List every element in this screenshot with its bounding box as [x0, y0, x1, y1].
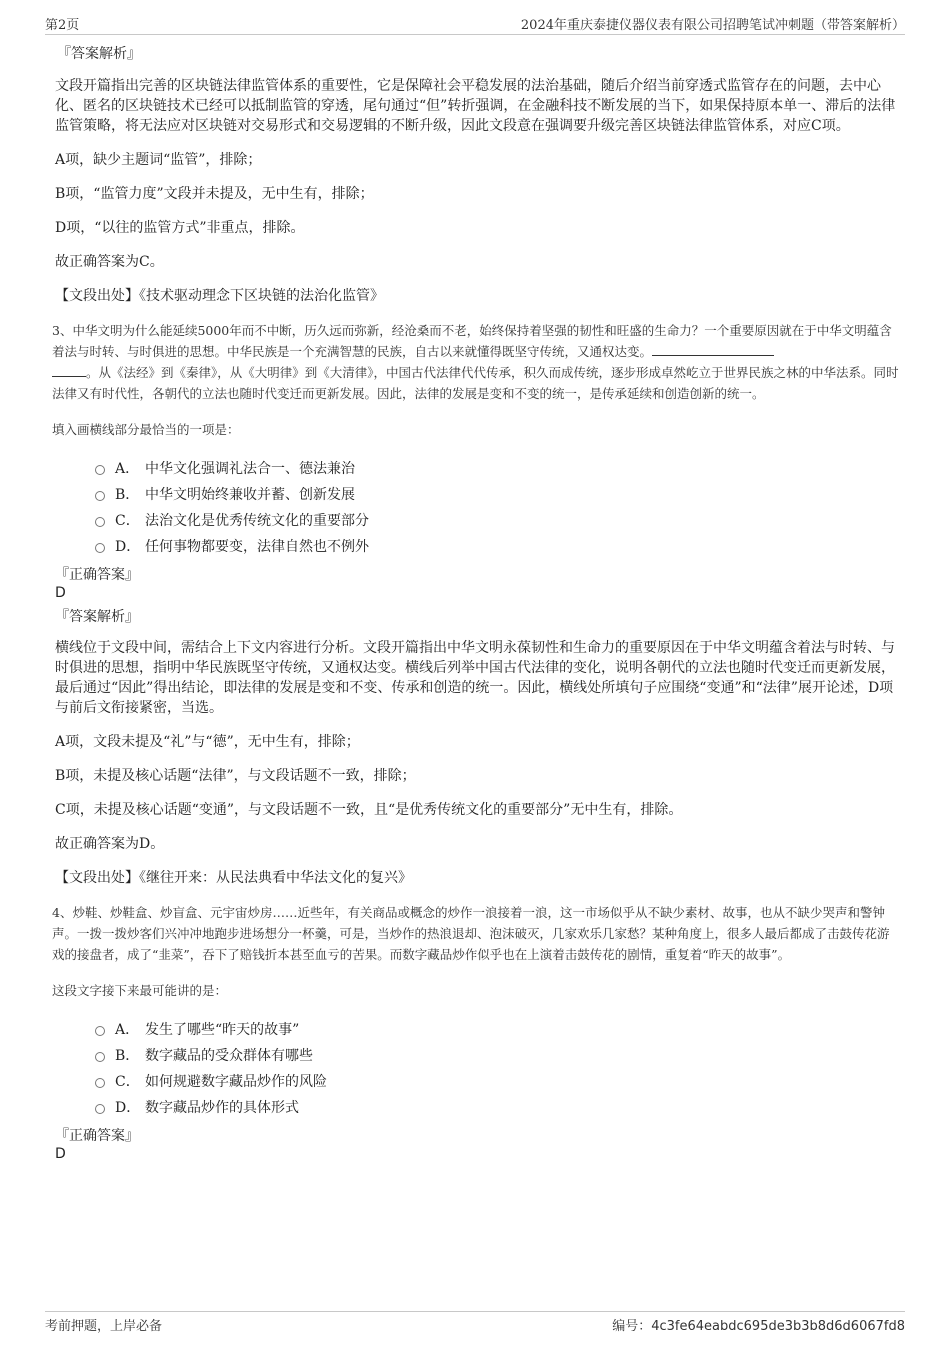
q2-option-d-analysis: D项，“以往的监管方式”非重点，排除。: [55, 220, 305, 236]
q3-text-part1: 3、中华文明为什么能延续5000年而不中断，历久远而弥新，经沧桑而不老，始终保持着坚强的韧性和旺盛的生命力？一个重要原因就在于中华文明蕴含着法与时转、与时俱进的思想。中华民族是一个充满智慧的民族，自古以来就懂得既坚守传统，又通权达变。: [52, 323, 892, 359]
radio-icon[interactable]: [95, 1104, 105, 1114]
q4-prompt: 这段文字接下来最可能讲的是：: [52, 983, 228, 998]
radio-icon[interactable]: [95, 465, 105, 475]
q3-text-part2: 。从《法经》到《秦律》，从《大明律》到《大清律》，中国古代法律代代传承，积久而成传统，逐步形成卓然屹立于世界民族之林的中华法系。同时法律又有时代性，各朝代的立法也随时代变迁而更新发展。因此，法律的发展是变和不变的统一，是传承延续和创造创新的统一。: [52, 365, 899, 401]
radio-icon[interactable]: [95, 517, 105, 527]
radio-icon[interactable]: [95, 1026, 105, 1036]
q3-analysis-text: 横线位于文段中间，需结合上下文内容进行分析。文段开篇指出中华文明永葆韧性和生命力的重要原因在于中华文明蕴含着法与时转、与时俱进的思想，指明中华民族既坚守传统，又通权达变。横线后列举中国古代法律的变化，说明各朝代的立法也随时代变迁而更新发展，最后通过“因此”得出结论，即法律的发展是变和不变、传承和创造的统一。因此，横线处所填句子应围绕“变通”和“法律”展开论述，D项与前后文衔接紧密，当选。: [55, 640, 895, 716]
q4-answer-label: 『正确答案』: [55, 1128, 139, 1144]
q4-option-a[interactable]: A． 发生了哪些“昨天的故事”: [95, 1017, 900, 1043]
q4-question-text: 4、炒鞋、炒鞋盒、炒盲盒、元宇宙炒房……近些年，有关商品或概念的炒作一浪接着一浪，这一市场似乎从不缺少素材、故事，也从不缺少哭声和警钟声。一拨一拨炒客们兴冲冲地跑步进场想分一杯羹，可是，当炒作的热浪退却、泡沫破灭，几家欢乐几家愁？某种角度上，很多人最后都成了击鼓传花游戏的接盘者，成了“韭菜”，吞下了赔钱折本甚至血亏的苦果。而数字藏品炒作似乎也在上演着击鼓传花的剧情，重复着“昨天的故事”。: [52, 905, 890, 962]
q3-analysis-label: 『答案解析』: [55, 609, 139, 625]
q3-option-a[interactable]: A． 中华文化强调礼法合一、德法兼治: [95, 456, 900, 482]
q4-option-b[interactable]: B． 数字藏品的受众群体有哪些: [95, 1043, 900, 1069]
footer-slogan: 考前押题，上岸必备: [45, 1319, 163, 1334]
page-footer: [45, 1311, 905, 1334]
q2-analysis-label: 『答案解析』: [57, 46, 141, 62]
q3-options: [95, 456, 900, 560]
q3-option-c-analysis: C项，未提及核心话题“变通”，与文段话题不一致，且“是优秀传统文化的重要部分”无中生有，排除。: [55, 802, 683, 818]
q4-option-d[interactable]: D． 数字藏品炒作的具体形式: [95, 1095, 900, 1121]
q2-analysis-text: 文段开篇指出完善的区块链法律监管体系的重要性，它是保障社会平稳发展的法治基础，随后介绍当前穿透式监管存在的问题，去中心化、匿名的区块链技术已经可以抵制监管的穿透，尾句通过“但”转折强调，在金融科技不断发展的当下，如果保持原本单一、滞后的法律监管策略，将无法应对区块链对交易形式和交易逻辑的不断升级，因此文段意在强调要升级完善区块链法律监管体系，对应C项。: [55, 78, 896, 134]
q2-option-b-analysis: B项，“监管力度”文段并未提及，无中生有，排除；: [55, 186, 374, 202]
document-code: [612, 1315, 905, 1334]
q3-answer-label: 『正确答案』: [55, 567, 139, 583]
q3-option-a-analysis: A项，文段未提及“礼”与“德”，无中生有，排除；: [55, 734, 360, 750]
q3-prompt: 填入画横线部分最恰当的一项是：: [52, 422, 240, 437]
q4-answer: D: [55, 1146, 66, 1162]
radio-icon[interactable]: [95, 491, 105, 501]
q2-source: 【文段出处】《技术驱动理念下区块链的法治化监管》: [55, 288, 384, 304]
q3-answer: D: [55, 585, 66, 601]
q3-source: 【文段出处】《继往开来：从民法典看中华法文化的复兴》: [55, 870, 412, 886]
document-title: 2024年重庆泰捷仪器仪表有限公司招聘笔试冲刺题（带答案解析）: [520, 18, 905, 33]
q3-question-text: [52, 320, 900, 404]
page-header: [45, 12, 905, 35]
radio-icon[interactable]: [95, 1078, 105, 1088]
code-label: 编号：: [612, 1319, 652, 1334]
radio-icon[interactable]: [95, 1052, 105, 1062]
q3-conclusion: 故正确答案为D。: [55, 836, 165, 852]
q2-conclusion: 故正确答案为C。: [55, 254, 164, 270]
q4-option-c[interactable]: C． 如何规避数字藏品炒作的风险: [95, 1069, 900, 1095]
q3-blank: [652, 341, 774, 356]
q3-option-c[interactable]: C． 法治文化是优秀传统文化的重要部分: [95, 508, 900, 534]
q3-option-d[interactable]: D． 任何事物都要变，法律自然也不例外: [95, 534, 900, 560]
page-number: 第2页: [45, 18, 80, 33]
q3-option-b[interactable]: B． 中华文明始终兼收并蓄、创新发展: [95, 482, 900, 508]
q2-option-a-analysis: A项，缺少主题词“监管”，排除；: [55, 152, 262, 168]
q3-option-b-analysis: B项，未提及核心话题“法律”，与文段话题不一致，排除；: [55, 768, 416, 784]
page-content: [52, 44, 900, 1163]
q3-blank-continued: [52, 362, 86, 377]
q4-options: [95, 1017, 900, 1121]
code-value: 4c3fe64eabdc695de3b3b8d6d6067fd8: [651, 1319, 905, 1334]
radio-icon[interactable]: [95, 543, 105, 553]
